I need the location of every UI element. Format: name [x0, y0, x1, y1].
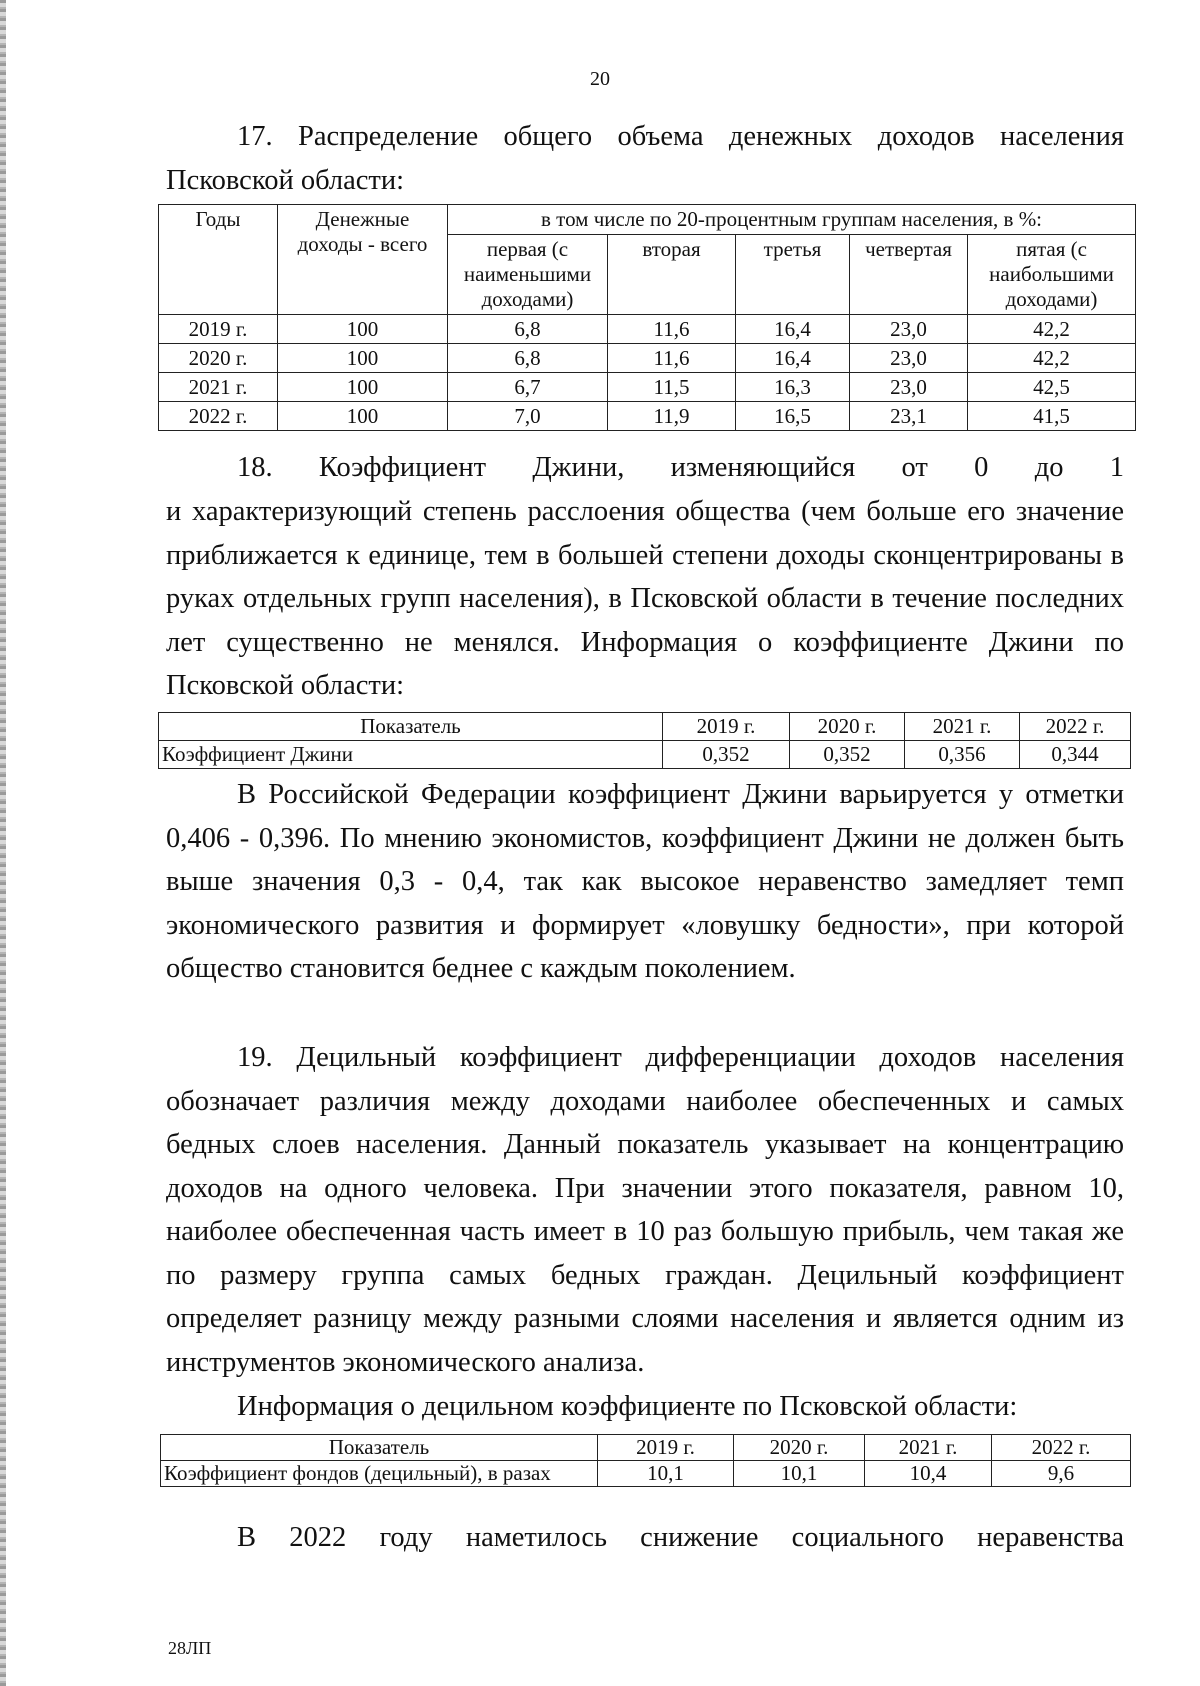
gini-table	[158, 712, 1131, 769]
income-distribution-table	[158, 204, 1136, 431]
header-year: 2020 г.	[790, 713, 905, 741]
cell-q5: 42,2	[968, 315, 1136, 344]
cell-q4: 23,1	[850, 402, 968, 431]
table-header-row	[161, 1435, 1131, 1461]
cell-total: 100	[278, 373, 448, 402]
table-row	[161, 1461, 1131, 1487]
cell-year: 2019 г.	[159, 315, 278, 344]
header-year: 2019 г.	[663, 713, 790, 741]
header-year: 2021 г.	[865, 1435, 992, 1461]
header-year: 2021 г.	[905, 713, 1020, 741]
cell-total: 100	[278, 402, 448, 431]
cell-year: 2021 г.	[159, 373, 278, 402]
cell-value: 9,6	[992, 1461, 1131, 1487]
cell-value: 10,1	[598, 1461, 734, 1487]
header-year: 2019 г.	[598, 1435, 734, 1461]
cell-q4: 23,0	[850, 344, 968, 373]
section-19-paragraph: 19. Децильный коэффициент дифференциации доходов населения обозначает различия между доходами наиболее обеспеченных и самых бедных слоев населения. Данный показатель указывает на концентрацию доходов на одного человека. При значении этого показателя, равном 10, наиболее обеспеченная часть имеет в 10 раз большую прибыль, чем такая же по размеру группа самых бедных граждан. Децильный коэффициент определяет разницу между разными слоями населения и является одним из инструментов экономического анализа.	[166, 1042, 1124, 1378]
header-total-income: Денежные доходы - всего	[278, 205, 448, 315]
section-17-heading: 17. Распределение общего объема денежных доходов населения Псковской области:	[166, 121, 1124, 196]
cell-q3: 16,4	[736, 344, 850, 373]
cell-q3: 16,4	[736, 315, 850, 344]
header-years: Годы	[159, 205, 278, 315]
decile-table	[160, 1434, 1131, 1487]
header-year: 2020 г.	[734, 1435, 865, 1461]
table-row	[159, 741, 1131, 769]
cell-indicator: Коэффициент Джини	[159, 741, 663, 769]
page-number: 20	[590, 68, 610, 90]
rf-paragraph: В Российской Федерации коэффициент Джини варьируется у отметки 0,406 - 0,396. По мнению экономистов, коэффициент Джини не должен быть выше значения 0,3 - 0,4, так как высокое неравенство замедляет темп экономического развития и формирует «ловушку бедности», при которой общество становится беднее с каждым поколением.	[166, 779, 1124, 984]
cell-q4: 23,0	[850, 373, 968, 402]
cell-value: 10,1	[734, 1461, 865, 1487]
cell-q4: 23,0	[850, 315, 968, 344]
header-quintile-3: третья	[736, 235, 850, 315]
cell-total: 100	[278, 344, 448, 373]
cell-q3: 16,5	[736, 402, 850, 431]
header-quintile-4: четвертая	[850, 235, 968, 315]
cell-q5: 41,5	[968, 402, 1136, 431]
table-header-row	[159, 713, 1131, 741]
cell-q1: 6,8	[448, 344, 608, 373]
cell-q2: 11,9	[608, 402, 736, 431]
table-row	[159, 344, 1136, 373]
section-18-first-line: 18. Коэффициент Джини, изменяющийся от 0 до 1	[237, 452, 1124, 483]
section-18-paragraph: и характеризующий степень расслоения общества (чем больше его значение приближается к единице, тем в большей степени доходы сконцентрированы в руках отдельных групп населения), в Псковской области в течение последних лет существенно не менялся. Информация о коэффициенте Джини по Псковской области:	[166, 496, 1124, 701]
cell-total: 100	[278, 315, 448, 344]
footer-code: 28ЛП	[168, 1638, 212, 1658]
header-indicator: Показатель	[161, 1435, 598, 1461]
cell-value: 0,356	[905, 741, 1020, 769]
cell-q2: 11,6	[608, 315, 736, 344]
decile-info-line: Информация о децильном коэффициенте по Псковской области:	[237, 1391, 1018, 1422]
cell-q1: 6,8	[448, 315, 608, 344]
cell-q1: 6,7	[448, 373, 608, 402]
header-indicator: Показатель	[159, 713, 663, 741]
cell-year: 2022 г.	[159, 402, 278, 431]
header-year: 2022 г.	[992, 1435, 1131, 1461]
header-quintile-5: пятая (с наибольшими доходами)	[968, 235, 1136, 315]
table-row	[159, 373, 1136, 402]
table-row	[159, 402, 1136, 431]
header-quintile-groups: в том числе по 20-процентным группам населения, в %:	[448, 205, 1136, 235]
header-year: 2022 г.	[1020, 713, 1131, 741]
cell-value: 0,352	[790, 741, 905, 769]
cell-q2: 11,5	[608, 373, 736, 402]
header-quintile-2: вторая	[608, 235, 736, 315]
cell-q2: 11,6	[608, 344, 736, 373]
cell-q1: 7,0	[448, 402, 608, 431]
header-quintile-1: первая (с наименьшими доходами)	[448, 235, 608, 315]
closing-line: В 2022 году наметилось снижение социального неравенства	[237, 1522, 1124, 1553]
cell-q5: 42,5	[968, 373, 1136, 402]
table-row	[159, 315, 1136, 344]
cell-q5: 42,2	[968, 344, 1136, 373]
cell-value: 10,4	[865, 1461, 992, 1487]
cell-year: 2020 г.	[159, 344, 278, 373]
cell-value: 0,344	[1020, 741, 1131, 769]
cell-value: 0,352	[663, 741, 790, 769]
cell-indicator: Коэффициент фондов (децильный), в разах	[161, 1461, 598, 1487]
scan-edge	[0, 0, 6, 1686]
cell-q3: 16,3	[736, 373, 850, 402]
